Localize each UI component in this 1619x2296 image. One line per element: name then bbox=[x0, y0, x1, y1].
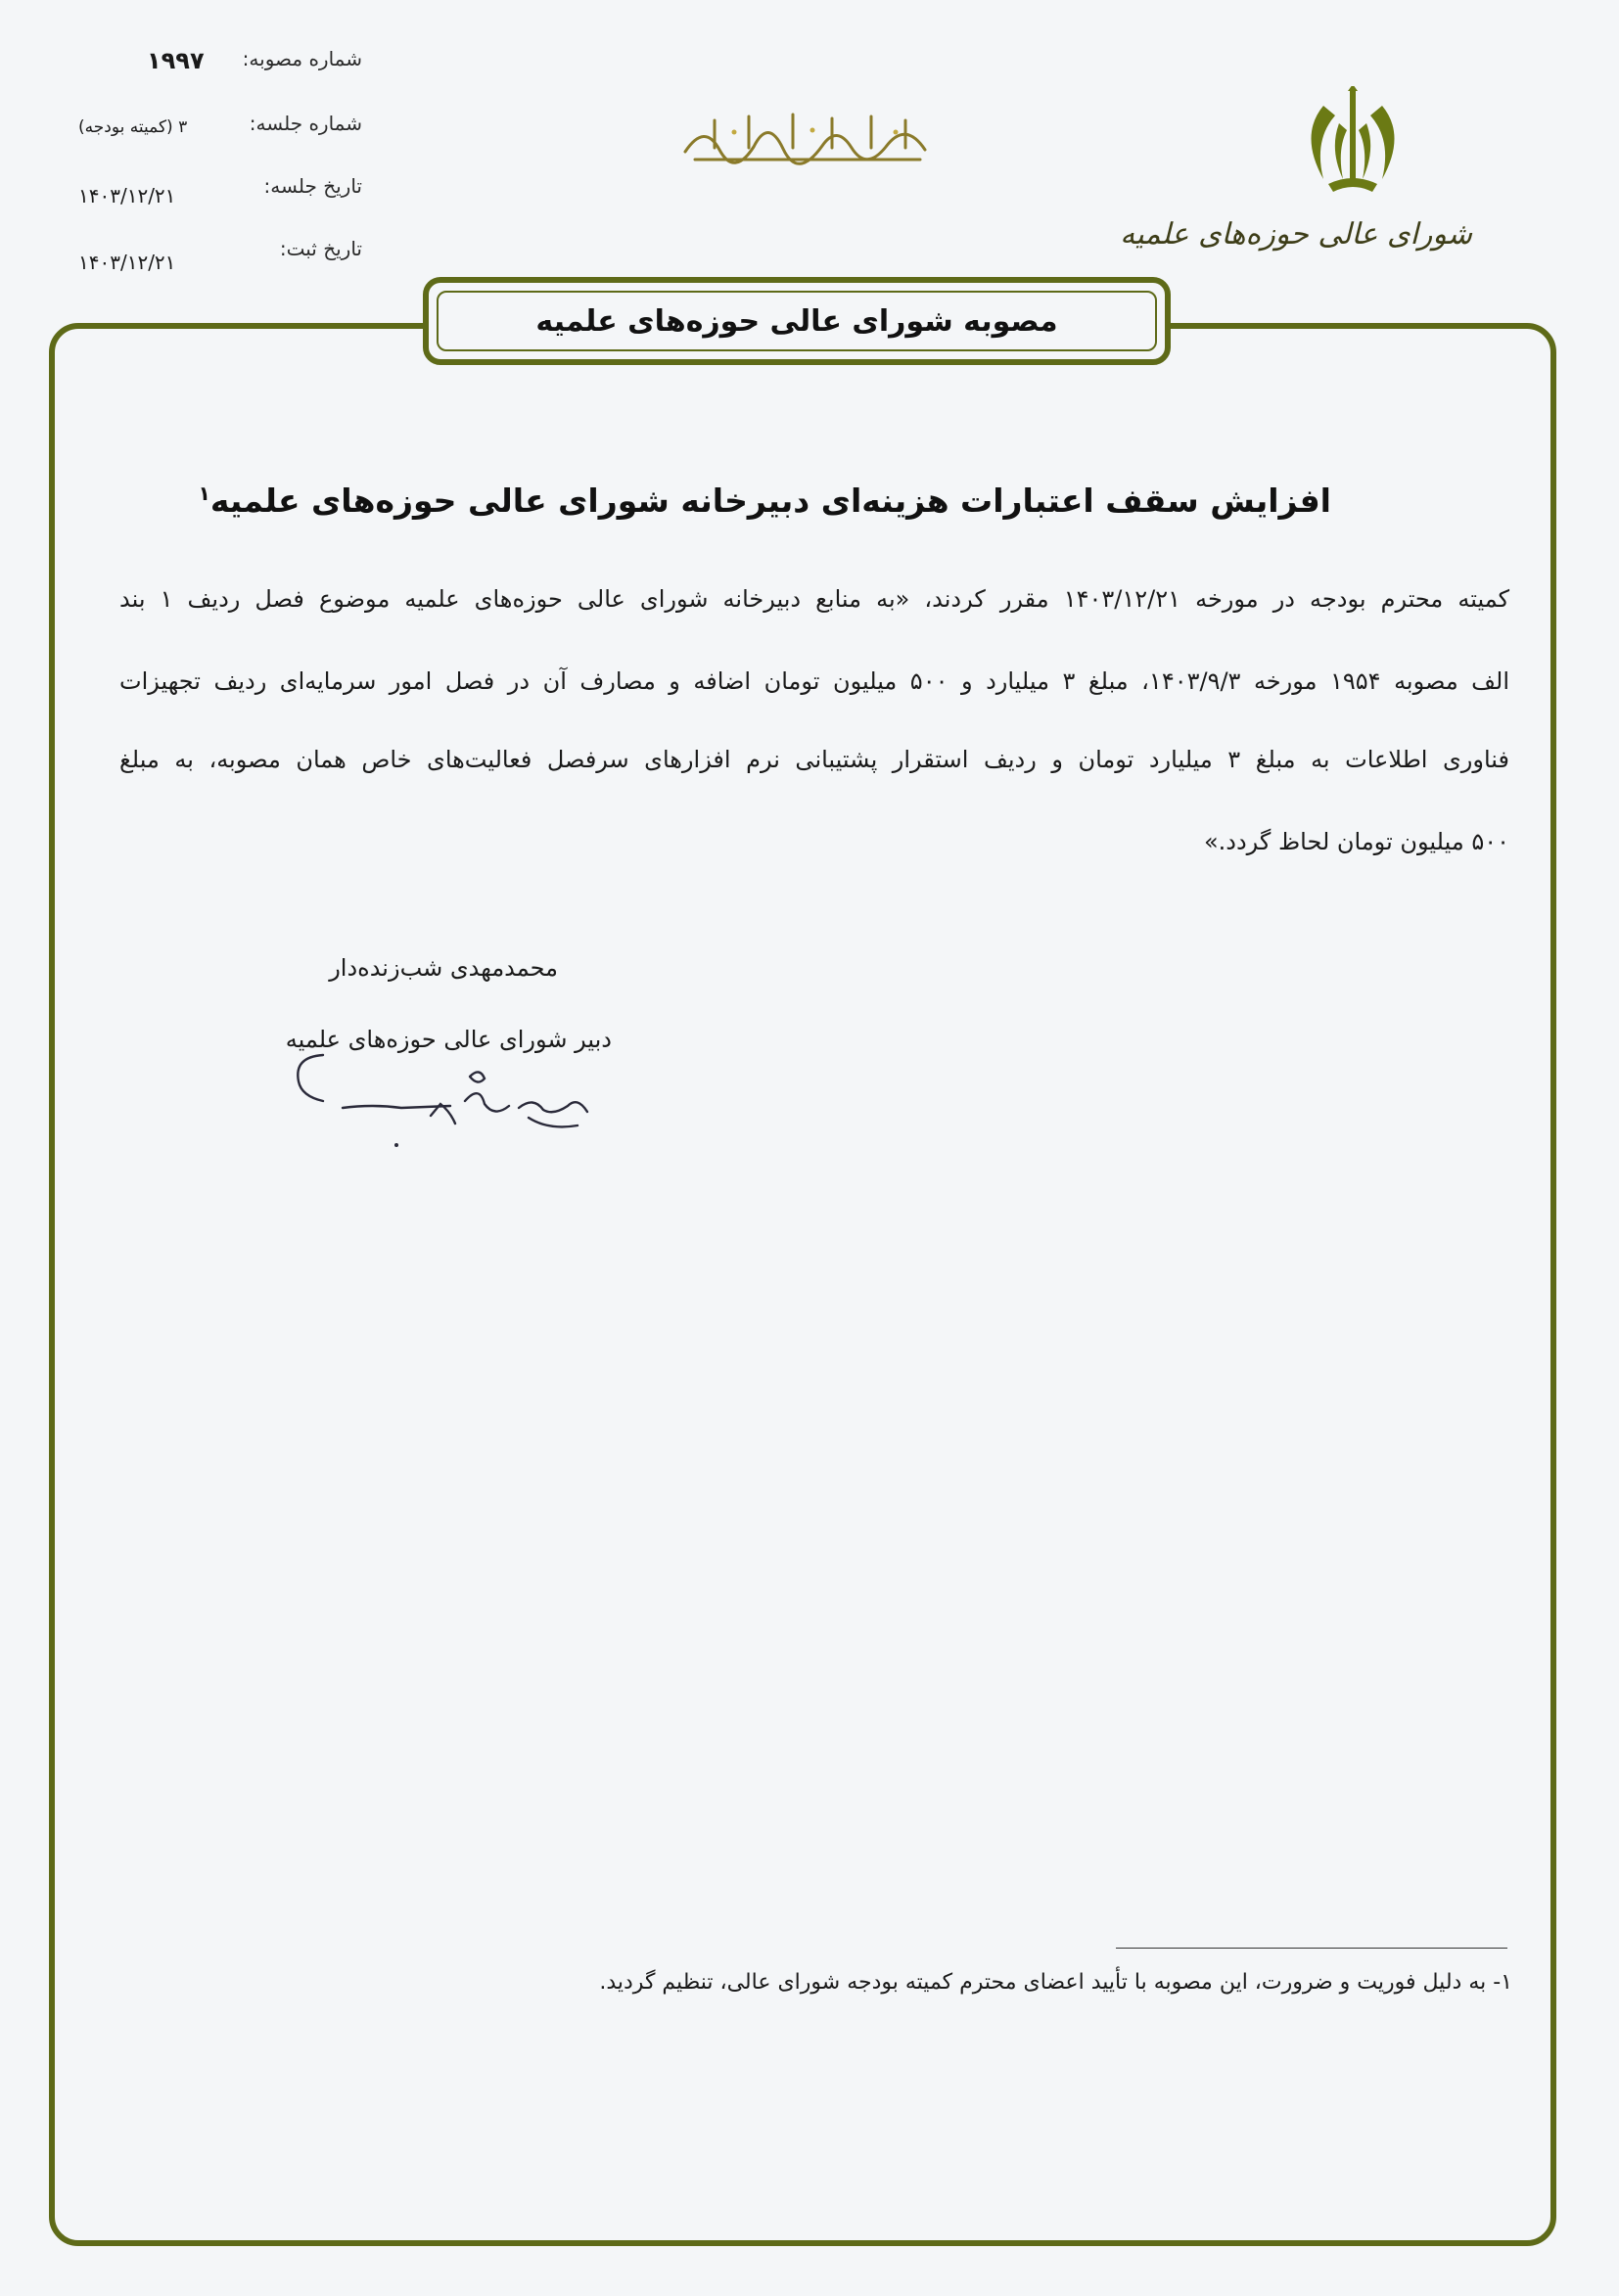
signer-position: دبیر شورای عالی حوزه‌های علمیه bbox=[285, 1026, 612, 1053]
session-number-row bbox=[78, 112, 362, 141]
session-number-label: شماره جلسه: bbox=[249, 112, 362, 135]
session-number-value: ۳ (کمیته بودجه) bbox=[78, 117, 188, 137]
approval-header-label: مصوبه شورای عالی حوزه‌های علمیه bbox=[437, 291, 1157, 351]
session-date-label: تاریخ جلسه: bbox=[263, 174, 362, 198]
approval-number-label: شماره مصوبه: bbox=[242, 47, 362, 70]
body-line-4: ۵۰۰ میلیون تومان لحاظ گردد.» bbox=[1203, 828, 1509, 855]
registration-date-row bbox=[78, 237, 362, 274]
registration-date-label: تاریخ ثبت: bbox=[279, 237, 362, 260]
session-date-value: ۱۴۰۳/۱۲/۲۱ bbox=[78, 184, 176, 207]
signer-name: محمدمهدی شب‌زنده‌دار bbox=[329, 954, 558, 982]
footnote-text: ۱- به دلیل فوریت و ضرورت، این مصوبه با تأیید اعضای محترم کمیته بودجه شورای عالی، تنظیم گردید. bbox=[599, 1970, 1512, 1995]
body-line-3: فناوری اطلاعات به مبلغ ۳ میلیارد تومان و ردیف استقرار پشتیبانی نرم افزارهای سرفصل فعالیت‌های خاص همان مصوبه، به مبلغ bbox=[119, 746, 1510, 773]
body-line-1: کمیته محترم بودجه در مورخه ۱۴۰۳/۱۲/۲۱ مقرر کردند، «به منابع دبیرخانه شورای عالی حوزه‌های علمیه موضوع فصل ردیف ۱ بند bbox=[119, 585, 1510, 613]
registration-date-value: ۱۴۰۳/۱۲/۲۱ bbox=[78, 251, 176, 274]
approval-header-tab bbox=[423, 277, 1171, 365]
handwritten-signature bbox=[284, 1047, 607, 1155]
document-title bbox=[196, 482, 1331, 520]
iran-emblem-icon bbox=[1294, 86, 1411, 196]
body-line-2: الف مصوبه ۱۹۵۴ مورخه ۱۴۰۳/۹/۳، مبلغ ۳ میلیارد و ۵۰۰ میلیون تومان اضافه و مصارف آن در فصل امور سرمایه‌ای ردیف تجهیزات bbox=[119, 667, 1510, 695]
bismillah-calligraphy bbox=[675, 103, 940, 171]
approval-number-row bbox=[78, 47, 362, 76]
approval-number-value: ۱۹۹۷ bbox=[147, 47, 205, 74]
footnote-divider bbox=[1116, 1948, 1507, 1949]
council-name-logo-text: شورای عالی حوزه‌های علمیه bbox=[1120, 217, 1472, 252]
session-date-row bbox=[78, 174, 362, 207]
document-title-text: افزایش سقف اعتبارات هزینه‌ای دبیرخانه شورای عالی حوزه‌های علمیه bbox=[209, 482, 1331, 520]
title-footnote-marker: ۱ bbox=[198, 482, 210, 505]
